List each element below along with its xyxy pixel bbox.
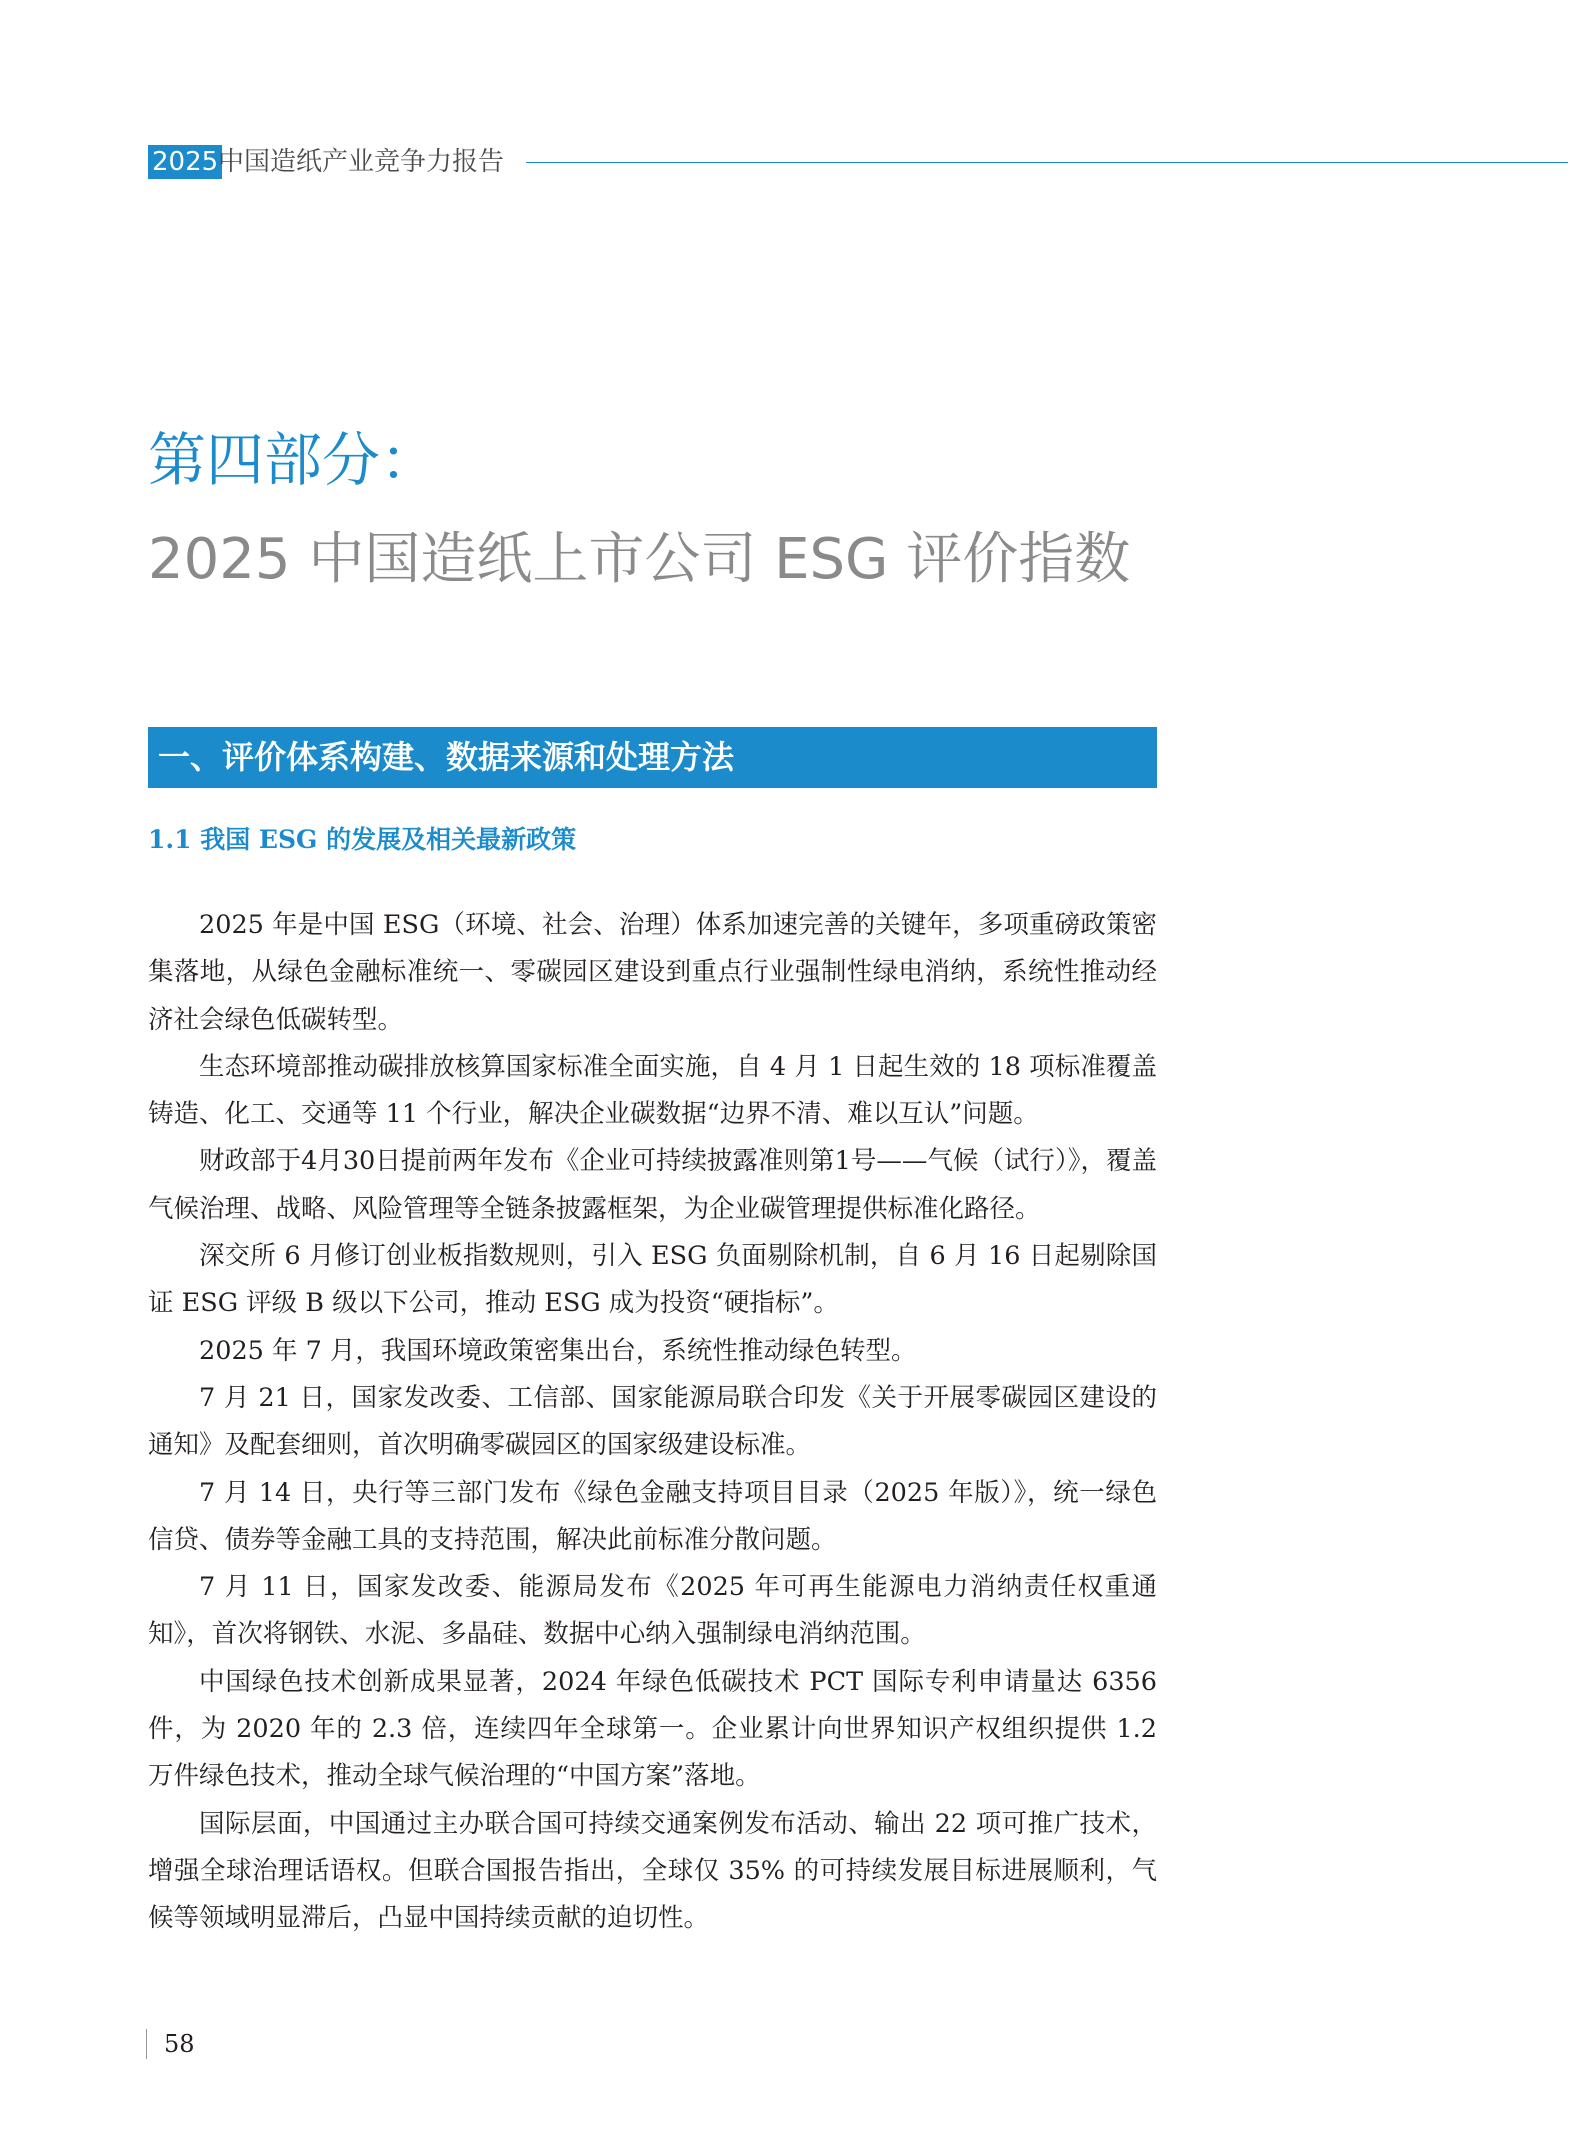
section-heading-bar bbox=[148, 727, 1157, 788]
paragraph: 深交所 6 月修订创业板指数规则，引入 ESG 负面剔除机制，自 6 月 16 日起剔除国证 ESG 评级 B 级以下公司，推动 ESG 成为投资“硬指标”。 bbox=[148, 1241, 1157, 1319]
running-header bbox=[148, 145, 1568, 181]
header-divider bbox=[526, 162, 1568, 163]
part-subtitle: 2025 中国造纸上市公司 ESG 评价指数 bbox=[148, 527, 1131, 592]
header-year-badge: 2025 bbox=[148, 145, 222, 179]
paragraph: 2025 年是中国 ESG（环境、社会、治理）体系加速完善的关键年，多项重磅政策密集落地，从绿色金融标准统一、零碳园区建设到重点行业强制性绿电消纳，系统性推动经济社会绿色低碳转型。 bbox=[148, 910, 1157, 1035]
paragraph: 7 月 21 日，国家发改委、工信部、国家能源局联合印发《关于开展零碳园区建设的通知》及配套细则，首次明确零碳园区的国家级建设标准。 bbox=[148, 1382, 1157, 1461]
footer-divider bbox=[146, 2029, 147, 2059]
paragraph: 国际层面，中国通过主办联合国可持续交通案例发布活动、输出 22 项可推广技术，增强全球治理话语权。但联合国报告指出，全球仅 35% 的可持续发展目标进展顺利，气候等领域明显滞后，凸显中国持续贡献的迫切性。 bbox=[148, 1808, 1157, 1934]
body-text bbox=[148, 902, 1157, 1943]
paragraph: 生态环境部推动碳排放核算国家标准全面实施，自 4 月 1 日起生效的 18 项标准覆盖铸造、化工、交通等 11 个行业，解决企业碳数据“边界不清、难以互认”问题。 bbox=[148, 1051, 1157, 1130]
part-title: 第四部分： bbox=[148, 426, 439, 494]
section-title: 一、评价体系构建、数据来源和处理方法 bbox=[158, 738, 735, 776]
header-report-title: 中国造纸产业竞争力报告 bbox=[218, 147, 505, 177]
paragraph: 中国绿色技术创新成果显著，2024 年绿色低碳技术 PCT 国际专利申请量达 6356 件，为 2020 年的 2.3 倍，连续四年全球第一。企业累计向世界知识产权组织提供 1.2 万件绿色技术，推动全球气候治理的“中国方案”落地。 bbox=[148, 1666, 1157, 1792]
paragraph: 财政部于4月30日提前两年发布《企业可持续披露准则第1号——气候（试行）》，覆盖气候治理、战略、风险管理等全链条披露框架，为企业碳管理提供标准化路径。 bbox=[148, 1146, 1157, 1224]
subsection-title: 1.1 我国 ESG 的发展及相关最新政策 bbox=[148, 825, 577, 854]
paragraph: 7 月 11 日，国家发改委、能源局发布《2025 年可再生能源电力消纳责任权重通知》，首次将钢铁、水泥、多晶硅、数据中心纳入强制绿电消纳范围。 bbox=[148, 1572, 1157, 1650]
page-number: 58 bbox=[164, 2030, 195, 2058]
paragraph: 2025 年 7 月，我国环境政策密集出台，系统性推动绿色转型。 bbox=[199, 1335, 917, 1366]
paragraph: 7 月 14 日，央行等三部门发布《绿色金融支持项目目录（2025 年版）》，统一绿色信贷、债券等金融工具的支持范围，解决此前标准分散问题。 bbox=[148, 1477, 1157, 1555]
